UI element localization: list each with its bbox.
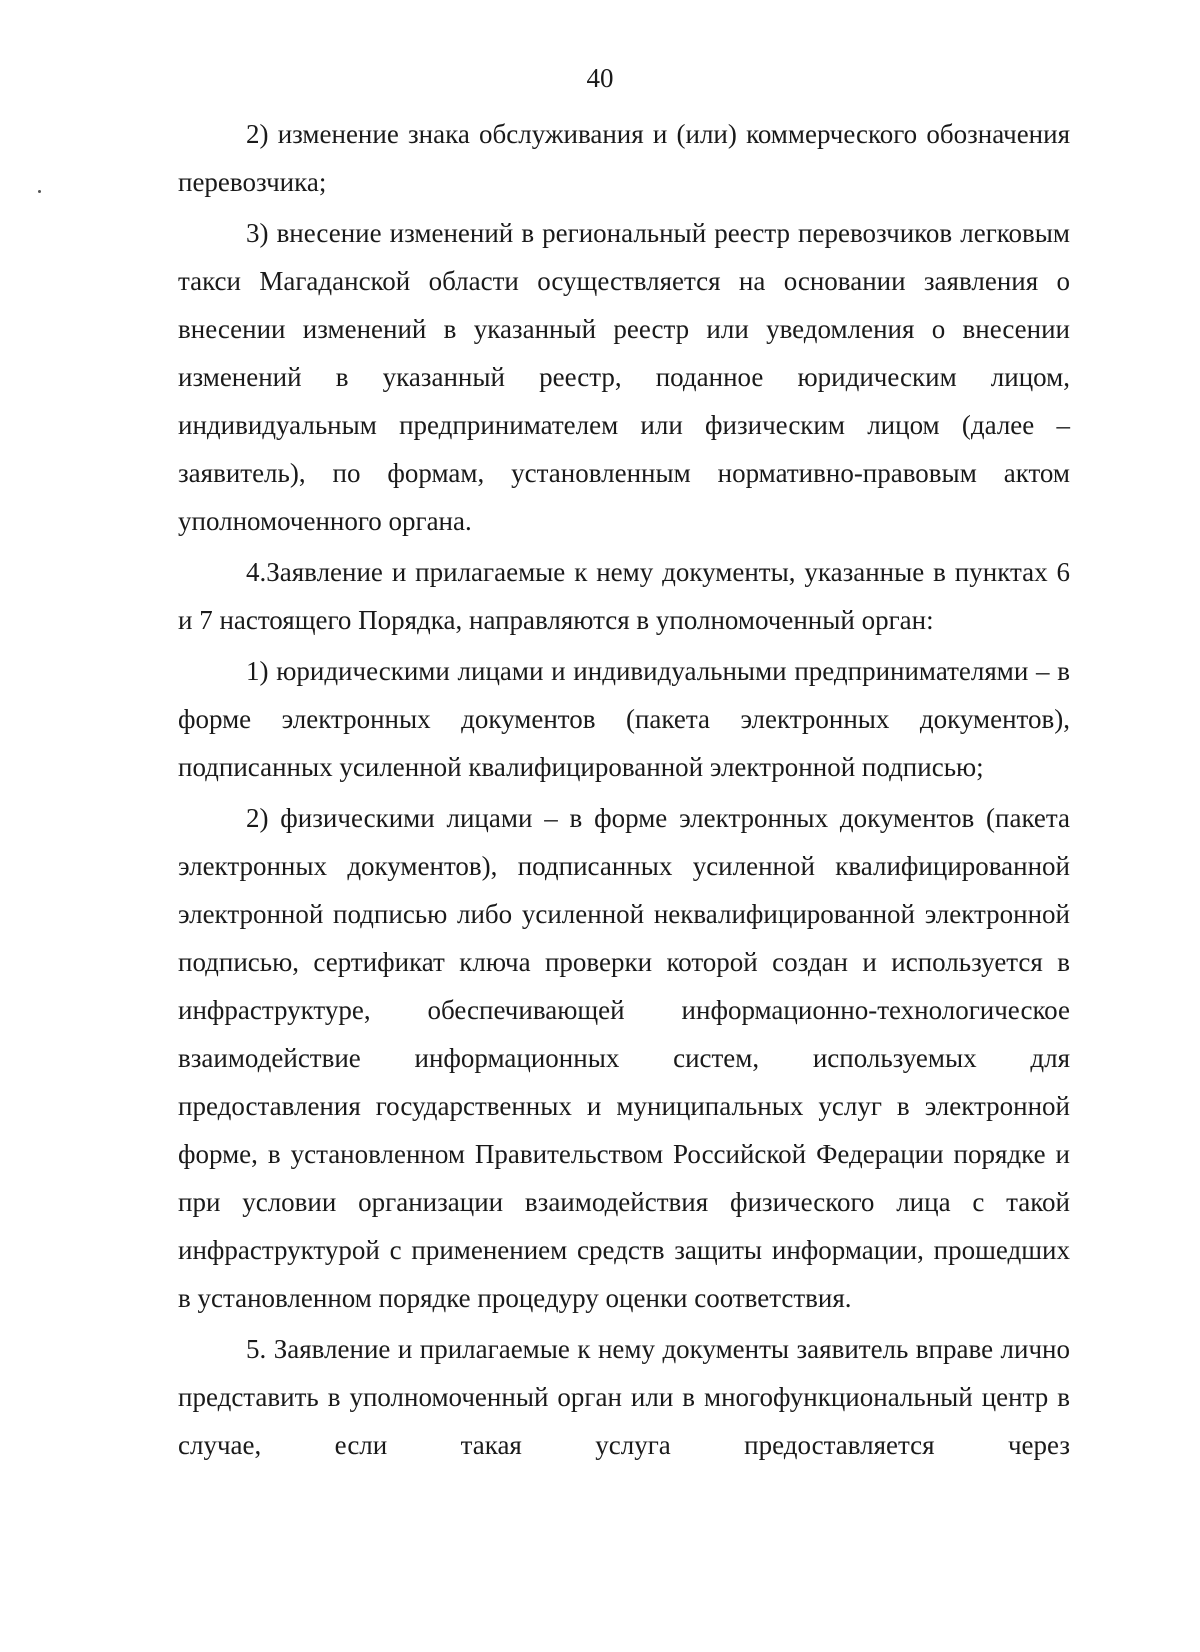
document-body <box>178 110 1070 1472</box>
paragraph-clause-4-submission: 4.Заявление и прилагаемые к нему документы, указанные в пунктах 6 и 7 настоящего Порядка, направляются в уполномоченный орган: <box>178 557 1070 635</box>
paragraph-clause-5-personal-submission: 5. Заявление и прилагаемые к нему документы заявитель вправе лично представить в уполномоченный орган или в многофункциональный центр в случае, если такая услуга предоставляется через <box>178 1334 1070 1460</box>
paragraph-clause-4-item-1-legal-entities: 1) юридическими лицами и индивидуальными предпринимателями – в форме электронных документов (пакета электронных документов), подписанных усиленной квалифицированной электронной подписью; <box>178 656 1070 782</box>
scan-speck <box>38 190 41 193</box>
page-number: 40 <box>586 63 614 93</box>
paragraph-item-3-register-changes: 3) внесение изменений в региональный реестр перевозчиков легковым такси Магаданской области осуществляется на основании заявления о внесении изменений в указанный реестр или уведомления о внесении изменений в указанный реестр, поданное юридическим лицом, индивидуальным предпринимателем или физическим лицом (далее – заявитель), по формам, установленным нормативно-правовым актом уполномоченного органа. <box>178 218 1070 536</box>
paragraph-clause-4-item-2-individuals: 2) физическими лицами – в форме электронных документов (пакета электронных документов), подписанных усиленной квалифицированной электронной подписью либо усиленной неквалифицированной электронной подписью, сертификат ключа проверки которой создан и используется в инфраструктуре, обеспечивающей информационно-технологическое взаимодействие информационных систем, используемых для предоставления государственных и муниципальных услуг в электронной форме, в установленном Правительством Российской Федерации порядке и при условии организации взаимодействия физического лица с такой инфраструктурой с применением средств защиты информации, прошедших в установленном порядке процедуру оценки соответствия. <box>178 803 1070 1313</box>
paragraph-item-2-change-service-mark: 2) изменение знака обслуживания и (или) коммерческого обозначения перевозчика; <box>178 119 1070 197</box>
